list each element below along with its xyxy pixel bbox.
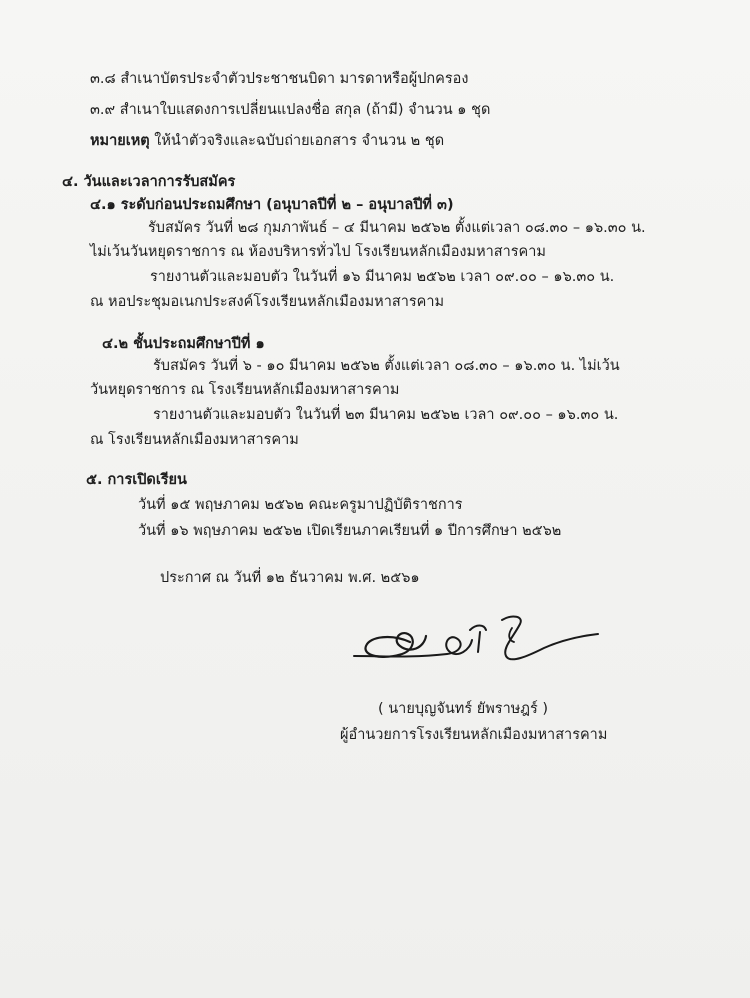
section-4-2-line-1: รับสมัคร วันที่ ๖ - ๑๐ มีนาคม ๒๕๖๒ ตั้งแต่เวลา ๐๘.๓๐ – ๑๖.๓๐ น. ไม่เว้น — [153, 358, 620, 374]
signer-name: ( นายบุญจันทร์ ยัพราษฎร์ ) — [378, 701, 549, 717]
section-4-heading: ๔. วันและเวลาการรับสมัคร — [62, 174, 236, 190]
section-4-1-line-1: รับสมัคร วันที่ ๒๘ กุมภาพันธ์ – ๔ มีนาคม ๒๕๖๒ ตั้งแต่เวลา ๐๘.๓๐ – ๑๖.๓๐ น. — [148, 220, 646, 236]
section-4-2-line-3: รายงานตัวและมอบตัว ในวันที่ ๒๓ มีนาคม ๒๕๖๒ เวลา ๐๙.๐๐ – ๑๖.๓๐ น. — [153, 407, 619, 423]
note-label: หมายเหตุ — [90, 133, 150, 149]
section-4-2-line-2: วันหยุดราชการ ณ โรงเรียนหลักเมืองมหาสารคาม — [90, 382, 400, 398]
section-4-1-line-4: ณ หอประชุมอเนกประสงค์โรงเรียนหลักเมืองมหาสารคาม — [90, 294, 445, 310]
announcement-date: ประกาศ ณ วันที่ ๑๒ ธันวาคม พ.ศ. ๒๕๖๑ — [160, 570, 420, 586]
signature — [352, 612, 602, 677]
item-3-9: ๓.๙ สำเนาใบแสดงการเปลี่ยนแปลงชื่อ สกุล (ถ้ามี) จำนวน ๑ ชุด — [90, 102, 491, 118]
section-5-line-2: วันที่ ๑๖ พฤษภาคม ๒๕๖๒ เปิดเรียนภาคเรียนที่ ๑ ปีการศึกษา ๒๕๖๒ — [138, 523, 562, 539]
section-5-heading: ๕. การเปิดเรียน — [86, 472, 187, 488]
section-4-2-line-4: ณ โรงเรียนหลักเมืองมหาสารคาม — [90, 432, 299, 448]
section-4-1-line-3: รายงานตัวและมอบตัว ในวันที่ ๑๖ มีนาคม ๒๕๖๒ เวลา ๐๙.๐๐ – ๑๖.๓๐ น. — [150, 269, 615, 285]
section-4-2-heading: ๔.๒ ชั้นประถมศึกษาปีที่ ๑ — [102, 336, 265, 352]
section-4-1-line-2: ไม่เว้นวันหยุดราชการ ณ ห้องบริหารทั่วไป โรงเรียนหลักเมืองมหาสารคาม — [90, 244, 546, 260]
section-4-1-heading: ๔.๑ ระดับก่อนประถมศึกษา (อนุบาลปีที่ ๒ – อนุบาลปีที่ ๓) — [90, 197, 454, 213]
signer-position: ผู้อำนวยการโรงเรียนหลักเมืองมหาสารคาม — [340, 727, 608, 743]
section-5-line-1: วันที่ ๑๕ พฤษภาคม ๒๕๖๒ คณะครูมาปฏิบัติราชการ — [138, 497, 463, 513]
item-3-8: ๓.๘ สำเนาบัตรประจำตัวประชาชนบิดา มารดาหรือผู้ปกครอง — [90, 71, 469, 87]
note-line — [90, 131, 444, 151]
note-text: ให้นำตัวจริงและฉบับถ่ายเอกสาร จำนวน ๒ ชุด — [149, 133, 445, 149]
